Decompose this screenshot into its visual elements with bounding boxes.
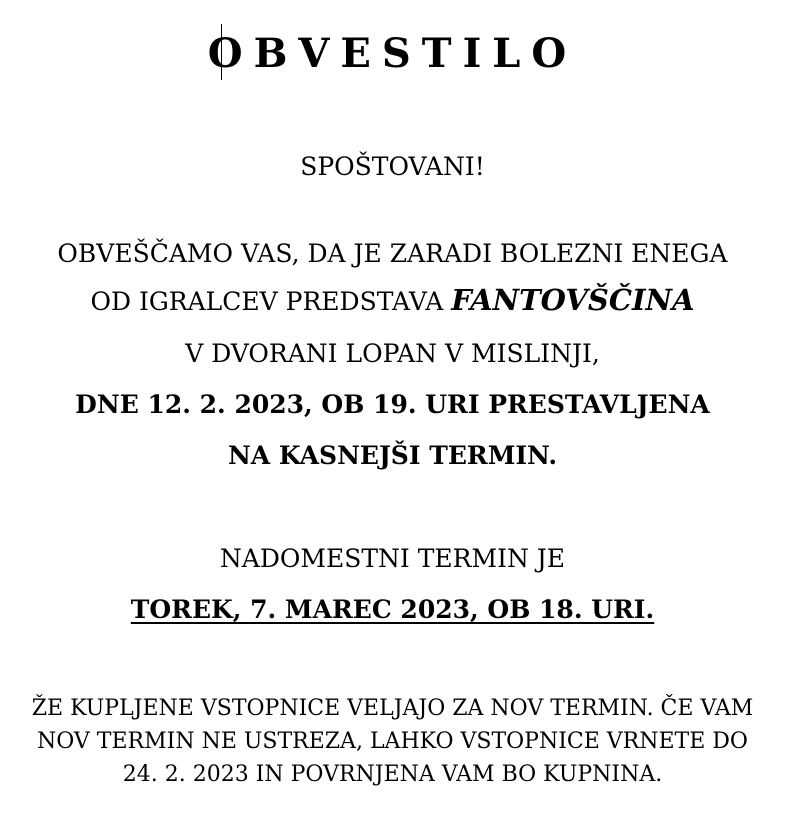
- play-title: FANTOVŠČINA: [451, 283, 695, 317]
- announcement-line-3: V DVORANI LOPAN V MISLINJI,: [185, 339, 600, 368]
- greeting: SPOŠTOVANI!: [300, 152, 485, 181]
- announcement-line-5: NA KASNEJŠI TERMIN.: [227, 441, 558, 470]
- announcement-line-2-prefix: OD IGRALCEV PREDSTAVA: [90, 287, 452, 316]
- notice-title: OBVESTILO: [207, 30, 578, 77]
- replacement-date: TOREK, 7. MAREC 2023, OB 18. URI.: [130, 595, 655, 624]
- announcement-line-1: OBVEŠČAMO VAS, DA JE ZARADI BOLEZNI ENEGA: [57, 239, 728, 268]
- footer-line-3: 24. 2. 2023 IN POVRNJENA VAM BO KUPNINA.: [122, 762, 663, 787]
- replacement-label: NADOMESTNI TERMIN JE: [219, 544, 566, 573]
- announcement-line-4: DNE 12. 2. 2023, OB 19. URI PRESTAVLJENA: [75, 390, 710, 419]
- announcement-line-2: [0, 283, 785, 319]
- footer-line-2: NOV TERMIN NE USTREZA, LAHKO VSTOPNICE VRNETE DO: [37, 729, 748, 754]
- footer-line-1: ŽE KUPLJENE VSTOPNICE VELJAJO ZA NOV TERMIN. ČE VAM: [31, 696, 754, 721]
